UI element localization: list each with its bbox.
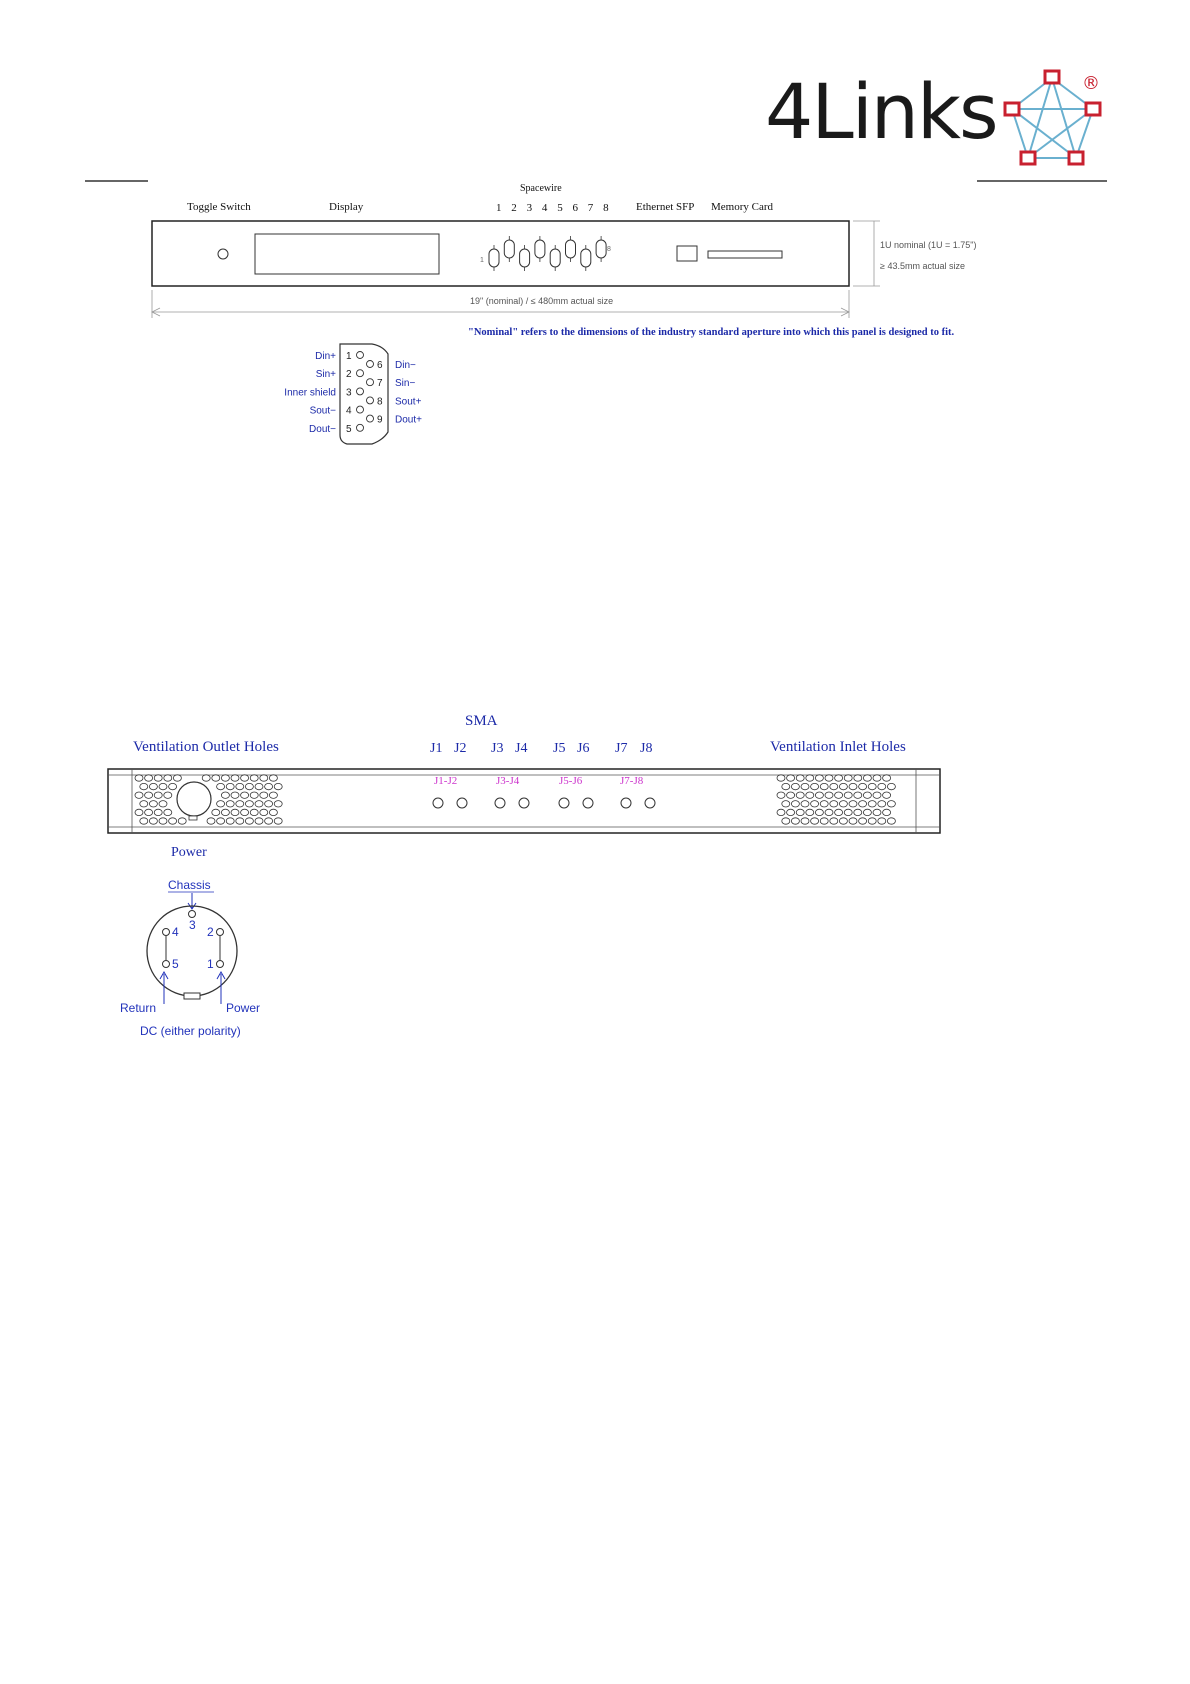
vent-hole	[159, 801, 167, 807]
nominal-note: "Nominal" refers to the dimensions of the industry standard aperture into which this panel is designed to fit.	[468, 327, 955, 338]
vent-hole	[844, 775, 852, 781]
vent-hole	[164, 809, 172, 815]
sma-j-label: J6	[577, 741, 590, 756]
spacewire-port-number: 2	[511, 202, 517, 214]
vent-hole	[145, 792, 153, 798]
sma-j-label: J7	[615, 741, 628, 756]
dsub-right-label: Dout+	[395, 414, 422, 426]
vent-hole	[159, 783, 167, 789]
vent-hole	[782, 783, 790, 789]
height-note-1: 1U nominal (1U = 1.75")	[880, 240, 977, 250]
spacewire-port-number: 8	[603, 202, 609, 214]
spacewire-port-number: 3	[526, 202, 533, 214]
ethernet-sfp-port	[677, 246, 697, 261]
dsub-left-label: Sin+	[315, 369, 336, 381]
vent-hole	[820, 818, 828, 824]
dsub-pinout-diagram	[284, 344, 422, 444]
vent-hole	[140, 801, 148, 807]
vent-hole	[265, 818, 273, 824]
vent-hole	[873, 775, 881, 781]
vent-hole	[202, 775, 210, 781]
spacewire-connector	[596, 240, 606, 258]
vent-hole	[236, 818, 244, 824]
vent-hole	[207, 818, 215, 824]
vent-hole	[154, 809, 162, 815]
sma-port	[645, 798, 655, 808]
sma-pair-label: J5-J6	[559, 775, 583, 787]
dsub-left-label: Din+	[315, 351, 336, 362]
vent-hole	[231, 809, 239, 815]
vent-hole	[226, 783, 234, 789]
rear-panel-diagram	[108, 713, 940, 860]
vent-hole	[245, 818, 253, 824]
vent-hole	[169, 818, 177, 824]
dsub-left-label: Dout−	[309, 423, 336, 435]
vent-hole	[221, 809, 229, 815]
vent-hole	[135, 775, 143, 781]
vent-hole	[241, 775, 249, 781]
dsub-pin	[357, 388, 364, 395]
spacewire-connector	[504, 240, 514, 258]
dsub-pin	[357, 370, 364, 377]
label-memory-card: Memory Card	[711, 201, 774, 213]
vent-hole	[241, 809, 249, 815]
pin-3-label: 3	[189, 918, 196, 932]
spacewire-connector	[581, 249, 591, 267]
pin-1	[217, 961, 224, 968]
vent-hole	[811, 801, 819, 807]
ventilation-outlet-label: Ventilation Outlet Holes	[133, 739, 279, 755]
dsub-right-label: Din−	[395, 360, 416, 371]
vent-hole	[801, 818, 809, 824]
vent-hole	[863, 792, 871, 798]
pin-1-label: 1	[207, 957, 214, 971]
spacewire-port-number: 6	[572, 202, 578, 214]
vent-hole	[830, 801, 838, 807]
logo	[765, 67, 1100, 164]
dsub-pin	[357, 352, 364, 359]
vent-hole	[839, 818, 847, 824]
dsub-pin	[367, 397, 374, 404]
vent-hole	[854, 775, 862, 781]
vent-hole	[212, 809, 220, 815]
dsub-pin-number: 9	[377, 414, 383, 426]
vent-hole	[231, 792, 239, 798]
vent-hole	[145, 775, 153, 781]
vent-hole	[245, 801, 253, 807]
vent-hole	[782, 801, 790, 807]
vent-hole	[777, 792, 785, 798]
vent-hole	[887, 783, 895, 789]
dsub-pin-number: 8	[377, 396, 383, 408]
vent-hole	[140, 818, 148, 824]
vent-hole	[178, 818, 186, 824]
sma-port	[495, 798, 505, 808]
vent-hole	[159, 818, 167, 824]
vent-hole	[825, 775, 833, 781]
vent-hole	[806, 792, 814, 798]
vent-hole	[868, 783, 876, 789]
vent-hole	[835, 775, 843, 781]
vent-hole	[839, 783, 847, 789]
toggle-switch	[218, 249, 228, 259]
spacewire-connector	[489, 249, 499, 267]
vent-hole	[250, 809, 258, 815]
spacewire-port-number: 5	[557, 202, 563, 214]
spacewire-connector	[535, 240, 545, 258]
connector-side-left: 1	[480, 257, 484, 264]
vent-hole	[149, 783, 157, 789]
dsub-pin	[367, 415, 374, 422]
vent-hole	[787, 809, 795, 815]
vent-hole	[777, 775, 785, 781]
vent-hole	[854, 809, 862, 815]
vent-hole	[863, 809, 871, 815]
chassis-label: Chassis	[168, 878, 211, 892]
vent-hole	[164, 792, 172, 798]
vent-hole	[868, 801, 876, 807]
display-window	[255, 234, 439, 274]
vent-hole	[883, 775, 891, 781]
vent-hole	[796, 809, 804, 815]
sma-port	[559, 798, 569, 808]
vent-hole	[154, 775, 162, 781]
dsub-pin-number: 3	[346, 387, 352, 399]
vent-hole	[878, 783, 886, 789]
dsub-pin-number: 5	[346, 423, 352, 435]
vent-hole	[887, 801, 895, 807]
dc-note: DC (either polarity)	[140, 1024, 241, 1038]
sma-j-label: J3	[491, 741, 504, 756]
memory-card-slot	[708, 251, 782, 258]
connector-side-right: 8	[607, 246, 611, 253]
pin-4	[163, 929, 170, 936]
vent-hole	[873, 809, 881, 815]
vent-hole	[883, 809, 891, 815]
vent-hole	[265, 783, 273, 789]
vent-hole	[782, 818, 790, 824]
vent-hole	[260, 792, 268, 798]
vent-hole	[135, 809, 143, 815]
vent-hole	[169, 783, 177, 789]
label-toggle-switch: Toggle Switch	[187, 201, 251, 213]
vent-hole	[830, 783, 838, 789]
ventilation-inlet-label: Ventilation Inlet Holes	[770, 739, 906, 755]
return-label: Return	[120, 1001, 157, 1015]
vent-hole	[274, 818, 282, 824]
dsub-pin-number: 2	[346, 369, 352, 381]
dsub-pin	[367, 379, 374, 386]
vent-hole	[868, 818, 876, 824]
vent-hole	[806, 775, 814, 781]
vent-hole	[820, 783, 828, 789]
spacewire-port-number: 1	[496, 202, 502, 214]
vent-hole	[255, 783, 263, 789]
vent-hole	[825, 809, 833, 815]
pin-2	[217, 929, 224, 936]
label-display: Display	[329, 201, 364, 213]
dsub-right-pins	[367, 360, 423, 426]
sma-j-label: J5	[553, 741, 566, 756]
vent-hole	[231, 775, 239, 781]
logo-text: 4Links	[765, 67, 997, 156]
vent-hole	[145, 809, 153, 815]
vent-hole	[849, 801, 857, 807]
vent-hole	[873, 792, 881, 798]
vent-hole	[226, 801, 234, 807]
vent-hole	[811, 818, 819, 824]
sma-pair-label: J1-J2	[434, 775, 458, 787]
dsub-pin-number: 4	[346, 405, 352, 417]
dsub-pin-number: 7	[377, 378, 383, 390]
dsub-pin	[357, 406, 364, 413]
vent-hole	[236, 801, 244, 807]
power-connector-diagram	[120, 878, 260, 1038]
vent-hole	[269, 809, 277, 815]
vent-hole	[154, 792, 162, 798]
dsub-pin	[357, 424, 364, 431]
vent-hole	[217, 801, 225, 807]
vent-hole	[250, 775, 258, 781]
width-note: 19" (nominal) / ≤ 480mm actual size	[470, 296, 614, 306]
dsub-left-label: Sout−	[309, 405, 336, 417]
vent-hole	[226, 818, 234, 824]
vent-hole	[269, 775, 277, 781]
vent-hole	[217, 818, 225, 824]
pentagon-logo-icon	[1012, 78, 1093, 158]
vent-hole	[854, 792, 862, 798]
vent-hole	[811, 783, 819, 789]
pin-4-label: 4	[172, 925, 179, 939]
vent-hole	[164, 775, 172, 781]
vent-hole	[835, 809, 843, 815]
vent-hole	[849, 783, 857, 789]
spacewire-connector	[550, 249, 560, 267]
sma-port	[519, 798, 529, 808]
power-pin-label: Power	[226, 1001, 261, 1015]
vent-hole	[265, 801, 273, 807]
dsub-pin-number: 6	[377, 360, 383, 371]
vent-hole	[883, 792, 891, 798]
height-note-2: ≥ 43.5mm actual size	[880, 261, 965, 271]
vent-hole	[796, 792, 804, 798]
vent-hole	[839, 801, 847, 807]
sma-j-label: J2	[454, 741, 467, 756]
vent-hole	[878, 818, 886, 824]
vent-hole	[815, 809, 823, 815]
sma-j-label: J4	[515, 741, 528, 756]
sma-pair-label: J7-J8	[620, 775, 644, 787]
vent-hole	[787, 792, 795, 798]
registered-mark: ®	[1082, 73, 1100, 94]
pin-2-label: 2	[207, 925, 214, 939]
vent-hole	[815, 775, 823, 781]
vent-hole	[815, 792, 823, 798]
vent-hole	[878, 801, 886, 807]
vent-hole	[859, 818, 867, 824]
vent-hole	[149, 801, 157, 807]
dsub-left-pins	[284, 351, 363, 435]
dsub-pin-number: 1	[346, 351, 352, 362]
vent-hole	[250, 792, 258, 798]
vent-hole	[260, 775, 268, 781]
vent-hole	[887, 818, 895, 824]
vent-hole	[844, 792, 852, 798]
pin-5-label: 5	[172, 957, 179, 971]
vent-hole	[260, 809, 268, 815]
vent-hole	[274, 801, 282, 807]
sma-title: SMA	[465, 713, 498, 729]
vent-hole	[791, 801, 799, 807]
vent-hole	[777, 809, 785, 815]
vent-hole	[796, 775, 804, 781]
vent-hole	[801, 783, 809, 789]
pin-5	[163, 961, 170, 968]
vent-hole	[787, 775, 795, 781]
power-label: Power	[171, 845, 207, 860]
vent-hole	[825, 792, 833, 798]
vent-hole	[274, 783, 282, 789]
dsub-left-label: Inner shield	[284, 387, 336, 399]
vent-hole	[255, 801, 263, 807]
vent-hole	[849, 818, 857, 824]
vent-hole	[217, 783, 225, 789]
power-connector-socket	[177, 782, 211, 816]
label-spacewire: Spacewire	[520, 183, 562, 194]
vent-hole	[269, 792, 277, 798]
vent-hole	[835, 792, 843, 798]
vent-hole	[801, 801, 809, 807]
dsub-pin	[367, 361, 374, 368]
vent-hole	[863, 775, 871, 781]
dsub-right-label: Sout+	[395, 396, 422, 408]
sma-j-label: J8	[640, 741, 653, 756]
spacewire-port-number: 7	[587, 202, 594, 214]
vent-hole	[173, 775, 181, 781]
vent-hole	[221, 792, 229, 798]
sma-port	[433, 798, 443, 808]
spacewire-port-numbers	[496, 202, 609, 214]
vent-hole	[245, 783, 253, 789]
vent-hole	[135, 792, 143, 798]
vent-hole	[820, 801, 828, 807]
vent-hole	[212, 775, 220, 781]
sma-pair-label: J3-J4	[496, 775, 520, 787]
vent-hole	[221, 775, 229, 781]
vent-hole	[844, 809, 852, 815]
vent-hole	[149, 818, 157, 824]
vent-hole	[255, 818, 263, 824]
front-panel-diagram	[152, 183, 977, 338]
vent-hole	[236, 783, 244, 789]
vent-hole	[806, 809, 814, 815]
vent-hole	[791, 818, 799, 824]
sma-port	[583, 798, 593, 808]
power-connector-key	[184, 993, 200, 999]
spacewire-connector	[566, 240, 576, 258]
vent-hole	[859, 783, 867, 789]
spacewire-connector	[520, 249, 530, 267]
vent-hole	[859, 801, 867, 807]
spacewire-port-number: 4	[541, 202, 548, 214]
dsub-right-label: Sin−	[395, 378, 416, 390]
vent-hole	[791, 783, 799, 789]
vent-hole	[140, 783, 148, 789]
vent-hole	[241, 792, 249, 798]
sma-j-label: J1	[430, 741, 443, 756]
sma-j-labels	[430, 741, 652, 756]
label-ethernet-sfp: Ethernet SFP	[636, 201, 695, 213]
vent-hole	[830, 818, 838, 824]
sma-port	[457, 798, 467, 808]
pin-3	[189, 911, 196, 918]
sma-port	[621, 798, 631, 808]
